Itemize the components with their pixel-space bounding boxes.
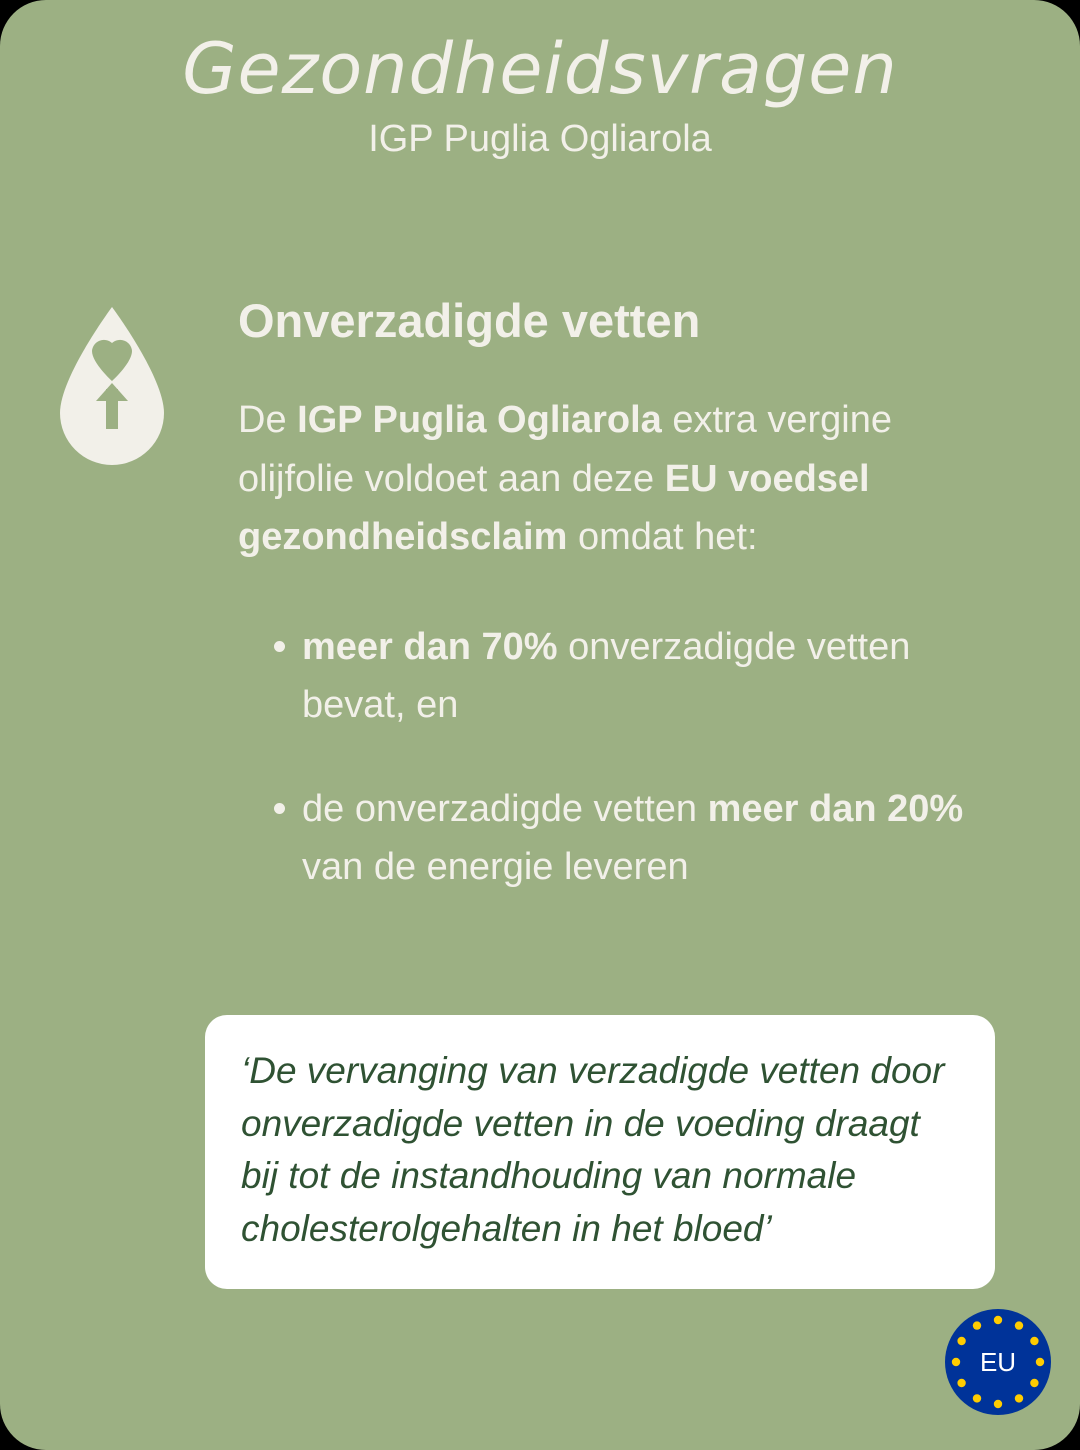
list-item [238, 781, 1010, 897]
bullet-dot-icon [274, 803, 285, 814]
page-subtitle: IGP Puglia Ogliarola [368, 118, 712, 160]
bullet-1-bold: meer dan 70% [302, 626, 558, 669]
bullet-2-lead: de onverzadigde vetten [302, 787, 708, 830]
section-title: Onverzadigde vetten [238, 294, 701, 347]
intro-bold-2: EU voedsel gezondheidsclaim [238, 457, 870, 559]
intro-paragraph [238, 391, 1010, 568]
quote-text: ‘De vervanging van verzadigde vetten door onverzadigde vetten in de voeding draagt bij tot de instandhouding van normale cholesterolgehalten in het bloed’ [241, 1050, 945, 1249]
drop-heart-icon [52, 303, 172, 473]
bullet-2-bold: meer dan 20% [707, 787, 964, 830]
bullet-2-tail: van de energie leveren [302, 845, 689, 888]
eu-badge-label: EU [979, 1346, 1017, 1377]
card-body [0, 295, 1080, 896]
eu-claim-quote-box [205, 1015, 995, 1289]
eu-flag-icon [944, 1308, 1052, 1416]
intro-bold-1: IGP Puglia Ogliarola [297, 398, 662, 441]
bullet-dot-icon [274, 641, 285, 652]
intro-part-3: omdat het: [567, 516, 758, 559]
list-item [238, 619, 1010, 735]
claim-bullet-list [238, 619, 1010, 896]
claim-section [238, 295, 1010, 896]
card-header [0, 0, 1080, 161]
intro-part-2: extra vergine olijfolie voldoet aan deze [238, 398, 892, 500]
bullet-1-text: onverzadigde vetten bevat, en [302, 626, 911, 727]
page-title: Gezondheidsvragen [182, 28, 898, 110]
intro-part-1: De [238, 398, 298, 441]
